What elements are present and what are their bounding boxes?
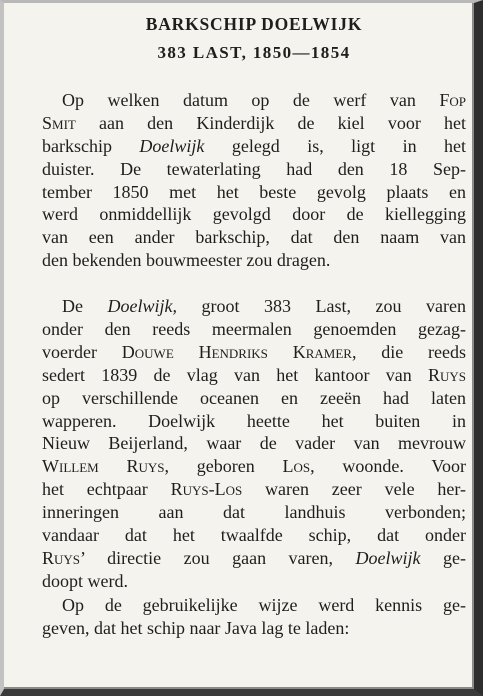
text-line [42,432,466,455]
text-segment: gelegd is, ligt in het [204,135,466,156]
text-line [42,501,466,524]
text-segment: den bekenden bouwmeester zou dragen. [42,250,331,271]
text-line [42,617,466,640]
text-segment: op verschillende oceanen en zeeën had laten [42,387,466,408]
text-segment: inneringen aan dat landhuis verbonden; [42,502,466,523]
text-segment: Douwe Hendriks Kramer [121,341,352,362]
text-segment: Los [282,456,311,477]
text-segment: onder den reeds meermalen genoemden gezag- [42,319,466,340]
text-line [42,547,466,570]
text-segment: Doelwijk [139,135,205,156]
text-line [42,570,466,593]
text-segment: tember 1850 met het beste gevolg plaats en [42,181,466,202]
text-segment: waren zeer vele her- [242,479,466,500]
text-line [42,364,466,387]
text-segment: duister. De tewaterlating had den 18 Sep- [42,158,466,179]
text-segment: Nieuw Beijerland, waar de vader van mevrouw [42,433,466,454]
text-line [42,594,466,617]
text-segment: Smit [42,112,76,133]
text-line [42,318,466,341]
text-line [42,387,466,410]
paragraph [42,295,466,593]
text-line [42,135,466,158]
text-segment: voerder [42,341,122,362]
text-line [42,455,466,478]
text-line [42,181,466,204]
text-segment: , geboren [164,456,283,477]
text-segment: ge- [420,547,466,568]
text-segment: geven, dat het schip naar Java lag te laden: [42,617,350,638]
text-segment: aan den Kinderdijk de kiel voor het [75,112,466,133]
text-segment: Willem Ruys [42,456,165,477]
text-line [42,249,466,272]
text-segment: Ruys [427,364,466,385]
text-segment: vandaar dat het twaalfde schip, dat onder [42,525,466,546]
text-segment: De [62,296,108,317]
text-segment: Fop [439,90,466,110]
text-segment: , die reeds [351,341,466,362]
text-segment: Op de gebruikelijke wijze werd kennis ge- [62,594,466,615]
text-segment: doopt werd. [42,570,128,591]
text-segment: , woonde. Voor [310,456,466,477]
text-segment: Ruys [42,547,81,568]
text-segment: van een ander barkschip, dat den naam van [42,227,466,248]
text-segment: sedert 1839 de vlag van het kantoor van [42,364,428,385]
text-line [42,226,466,249]
text-segment: het echtpaar [42,479,171,500]
text-line [42,524,466,547]
text-segment: Doelwijk [355,547,421,568]
text-segment: wapperen. Doelwijk heette het buiten in [42,410,466,431]
document-heading: BARKSCHIP DOELWIJK [145,14,363,34]
text-line [42,112,466,135]
text-segment: barkschip [42,135,140,156]
text-line [42,410,466,433]
text-line [42,203,466,226]
text-line [42,89,466,112]
text-line [42,295,466,318]
paragraph [42,89,466,272]
text-line [42,341,466,364]
text-segment: groot 383 Last, zou varen [177,296,466,317]
text-segment: werd onmiddellijk gevolgd door de kiellegging [42,204,466,225]
text-segment: Doelwijk, [107,296,177,317]
document-body [42,89,466,639]
paragraph [42,594,466,640]
text-line [42,158,466,181]
text-segment: Op welken datum op de werf van [62,90,440,110]
text-segment: ’ directie zou gaan varen, [80,547,356,568]
text-segment: Ruys-Los [170,479,243,500]
document-subheading: 383 LAST, 1850—1854 [157,43,351,62]
document-page [42,11,466,639]
text-line [42,478,466,501]
